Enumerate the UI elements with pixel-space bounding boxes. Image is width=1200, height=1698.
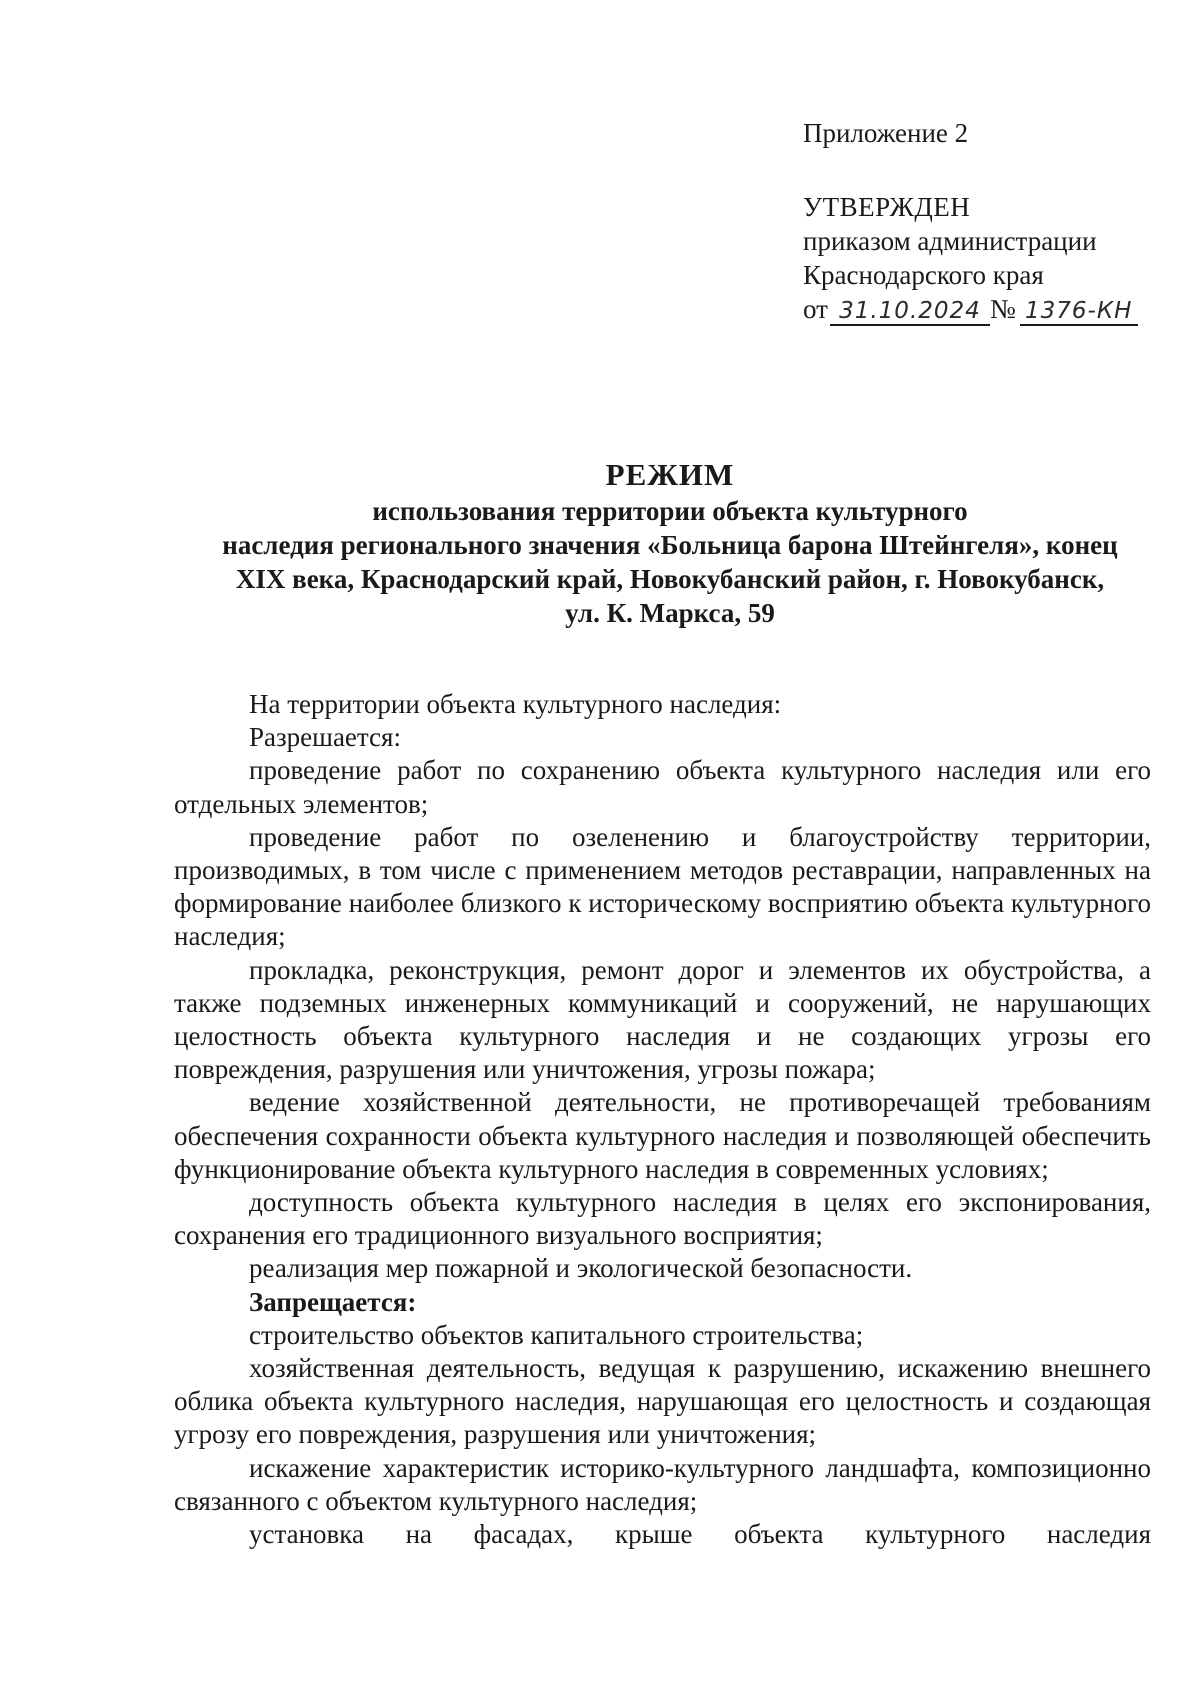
approved-label: УТВЕРЖДЕН	[803, 192, 971, 222]
intro-paragraph: На территории объекта культурного наследия:	[249, 689, 782, 719]
date-prefix: от	[803, 294, 828, 324]
allowed-item: проведение работ по озеленению и благоустройству территории, производимых, в том числе с применением методов реставрации, направленных на формирование наиболее близкого к историческому восприятию объекта культурного наследия;	[174, 821, 1151, 952]
document-body	[174, 688, 1151, 1551]
title-line-2: наследия регионального значения «Больница барона Штейнгеля», конец	[222, 530, 1118, 560]
allowed-item: прокладка, реконструкция, ремонт дорог и элементов их обустройства, а также подземных инженерных коммуникаций и сооружений, не нарушающих целостность объекта культурного наследия и не создающих угрозы его повреждения, разрушения или уничтожения, угрозы пожара;	[174, 954, 1151, 1085]
allowed-item: ведение хозяйственной деятельности, не противоречащей требованиям обеспечения сохранности объекта культурного наследия и позволяющей обеспечить функционирование объекта культурного наследия в современных условиях;	[174, 1087, 1151, 1184]
approval-authority-line-1: приказом администрации	[803, 226, 1097, 256]
handwritten-number: 1376-КН	[1020, 298, 1138, 326]
approval-date-line	[803, 292, 1163, 326]
handwritten-date: 31.10.2024	[830, 298, 990, 326]
title-line-4: ул. К. Маркса, 59	[565, 598, 775, 628]
number-prefix: №	[989, 294, 1016, 324]
approval-block	[803, 116, 1163, 326]
prohibited-item: искажение характеристик историко-культурного ландшафта, композиционно связанного с объектом культурного наследия;	[174, 1452, 1151, 1516]
prohibited-item: установка на фасадах, крыше объекта культурного наследия	[249, 1519, 1151, 1550]
title-line-1: использования территории объекта культурного	[372, 496, 968, 526]
title-heading: РЕЖИМ	[605, 457, 735, 492]
allowed-item: доступность объекта культурного наследия в целях его экспонирования, сохранения его традиционного визуального восприятия;	[174, 1187, 1151, 1251]
prohibited-heading: Запрещается:	[249, 1286, 417, 1317]
appendix-label: Приложение 2	[803, 118, 969, 148]
title-line-3: XIX века, Краснодарский край, Новокубанский район, г. Новокубанск,	[235, 564, 1105, 594]
allowed-item: проведение работ по сохранению объекта культурного наследия или его отдельных элементов;	[174, 755, 1151, 819]
prohibited-item: хозяйственная деятельность, ведущая к разрушению, искажению внешнего облика объекта культурного наследия, нарушающая его целостность и создающая угрозу его повреждения, разрушения или уничтожения;	[174, 1353, 1151, 1450]
allowed-heading: Разрешается:	[249, 722, 401, 753]
document-title	[150, 458, 1190, 630]
approval-authority-line-2: Краснодарского края	[803, 260, 1044, 290]
prohibited-item: строительство объектов капитального строительства;	[249, 1319, 864, 1350]
allowed-item: реализация мер пожарной и экологической безопасности.	[249, 1253, 913, 1284]
